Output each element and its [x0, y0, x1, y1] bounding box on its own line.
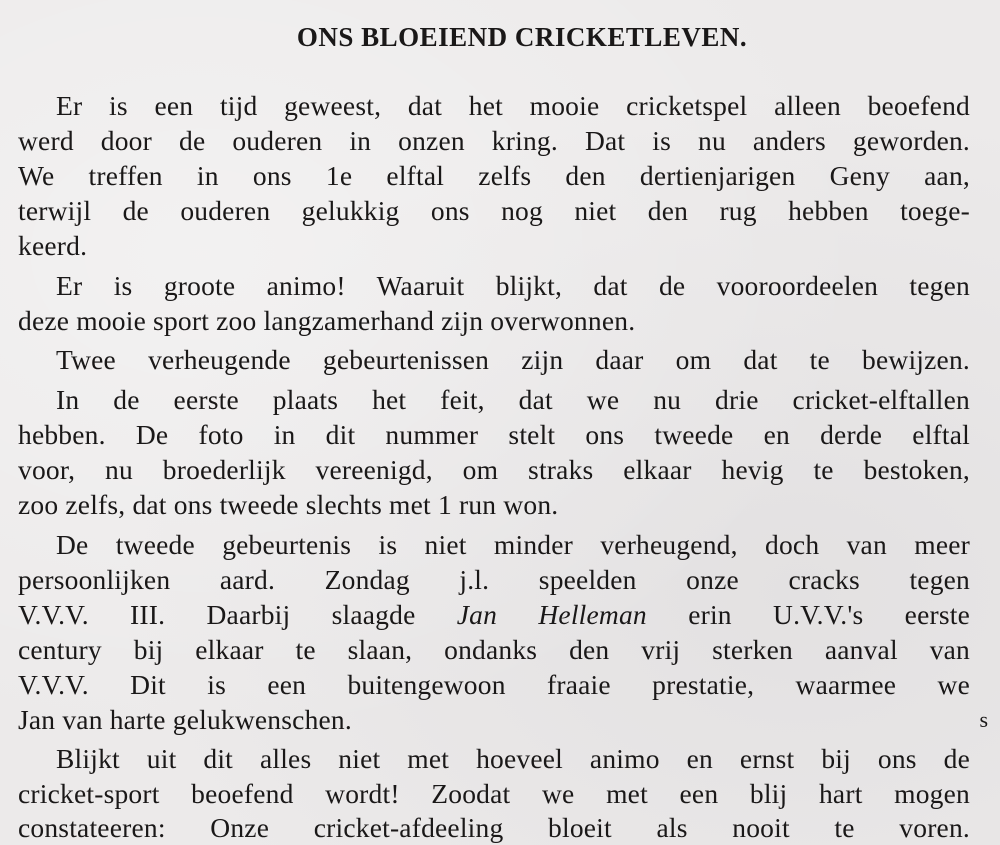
- player-name: Jan Helleman: [456, 599, 647, 630]
- text-line: cricket-sport beoefend wordt! Zoodat we met een blij hart mogen: [18, 778, 970, 809]
- text-line: [18, 599, 970, 631]
- text-line: V.V.V. Dit is een buitengewoon fraaie prestatie, waarmee we: [18, 669, 970, 700]
- text-line: hebben. De foto in dit nummer stelt ons tweede en derde elftal: [18, 419, 970, 450]
- text-line: constateeren: Onze cricket-afdeeling bloeit als nooit te voren.: [18, 812, 970, 843]
- text-line: werd door de ouderen in onzen kring. Dat is nu anders geworden.: [18, 125, 970, 156]
- text-line: century bij elkaar te slaan, ondanks den vrij sterken aanval van: [18, 634, 970, 665]
- stray-mark: s: [979, 707, 988, 732]
- text-line: De tweede gebeurtenis is niet minder verheugend, doch van meer: [56, 529, 970, 560]
- article-page: [18, 0, 970, 845]
- text-line: We treffen in ons 1e elftal zelfs den dertienjarigen Geny aan,: [18, 160, 970, 191]
- text-line: Twee verheugende gebeurtenissen zijn daar om dat te bewijzen.: [56, 344, 970, 375]
- article-title: ONS BLOEIEND CRICKETLEVEN.: [296, 22, 748, 52]
- text-line: Blijkt uit dit alles niet met hoeveel animo en ernst bij ons de: [56, 743, 970, 774]
- text-line: voor, nu broederlijk vereenigd, om straks elkaar hevig te bestoken,: [18, 454, 970, 485]
- text-line: Jan van harte gelukwenschen.: [18, 704, 352, 735]
- text-run: erin U.V.V.'s eerste: [688, 599, 970, 630]
- text-line: Er is een tijd geweest, dat het mooie cricketspel alleen beoefend: [56, 90, 970, 121]
- text-line: persoonlijken aard. Zondag j.l. speelden onze cracks tegen: [18, 564, 970, 595]
- text-line: terwijl de ouderen gelukkig ons nog niet den rug hebben toege-: [18, 195, 970, 226]
- text-line: keerd.: [18, 230, 88, 261]
- text-line: Er is groote animo! Waaruit blijkt, dat de vooroordeelen tegen: [56, 270, 970, 301]
- text-line: deze mooie sport zoo langzamerhand zijn overwonnen.: [18, 305, 636, 336]
- text-line: zoo zelfs, dat ons tweede slechts met 1 run won.: [18, 489, 559, 520]
- text-line: In de eerste plaats het feit, dat we nu drie cricket-elftallen: [56, 384, 970, 415]
- text-run: V.V.V. III. Daarbij slaagde: [18, 599, 416, 630]
